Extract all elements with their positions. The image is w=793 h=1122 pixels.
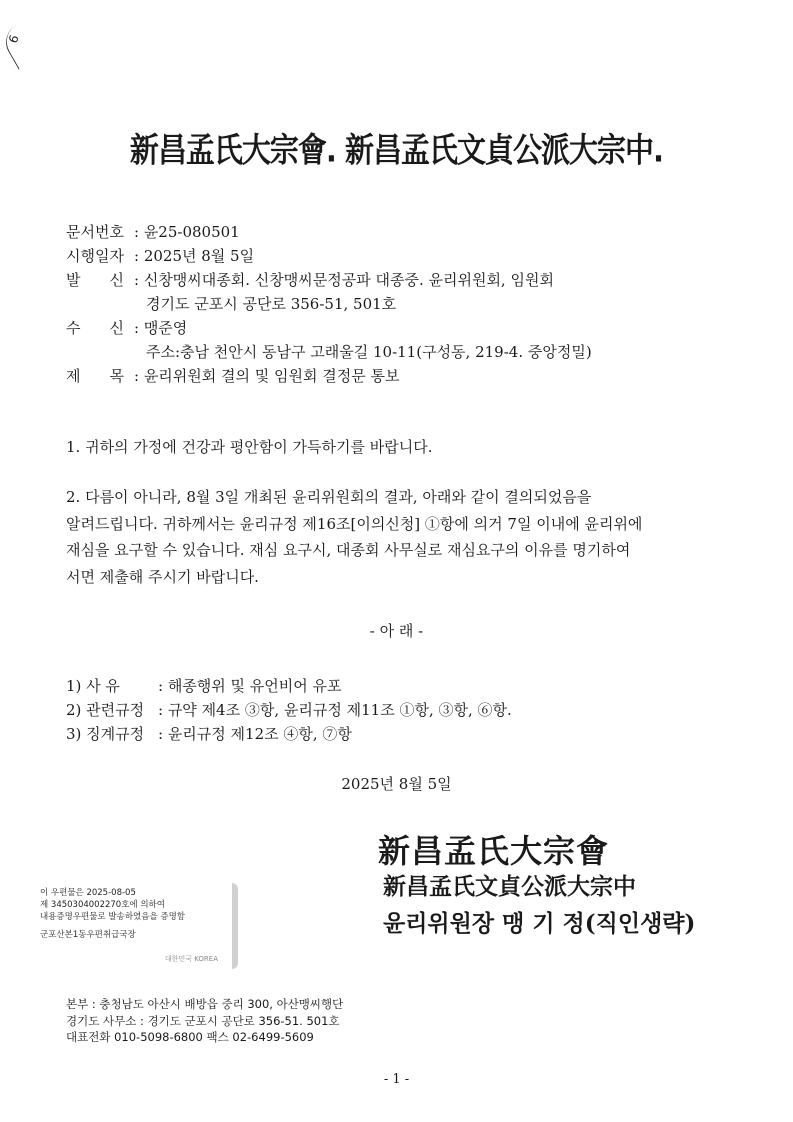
footer bbox=[66, 996, 343, 1046]
sender-value: : 신창맹씨대종회. 신창맹씨문정공파 대종중. 윤리위원회, 임원회 bbox=[134, 271, 554, 289]
date-value: : 2025년 8월 5일 bbox=[134, 247, 255, 265]
item-value: : 해종행위 및 유언비어 유포 bbox=[158, 677, 342, 695]
stamp-line: 내용증명우편물로 발송하였음을 증명함 bbox=[40, 912, 185, 922]
paragraph-2-line: 2. 다름이 아니라, 8월 3일 개최된 윤리위원회의 결과, 아래와 같이 결의되었음을 bbox=[66, 488, 592, 506]
date-label: 시행일자 bbox=[66, 247, 124, 265]
stamp-line: 군포산본1동우편취급국장 bbox=[40, 930, 136, 940]
corner-handwritten-mark bbox=[0, 14, 54, 69]
seal-line-1: 新昌孟氏大宗會 bbox=[378, 832, 610, 870]
item-label: 3) 징계규정 bbox=[66, 725, 145, 743]
korea-post-logo: 대한민국 KOREA bbox=[164, 955, 218, 963]
page-number: - 1 - bbox=[383, 1072, 410, 1087]
item-row bbox=[66, 699, 512, 720]
item-row bbox=[66, 675, 342, 696]
sender-row bbox=[66, 270, 554, 290]
item-label: 1) 사 유 bbox=[66, 677, 120, 695]
paragraph-2 bbox=[66, 484, 642, 590]
footer-headquarters: 본부 : 충청남도 아산시 배방읍 중리 300, 아산맹씨행단 bbox=[66, 997, 344, 1011]
paragraph-2-line: 재심을 요구할 수 있습니다. 재심 요구시, 대종회 사무실로 재심요구의 이유를 명기하여 bbox=[66, 541, 631, 559]
seal-line-2: 新昌孟氏文貞公派大宗中 bbox=[383, 873, 636, 900]
paragraph-2-line: 알려드립니다. 귀하께서는 윤리규정 제16조[이의신청] ①항에 의거 7일 이내에 윤리위에 bbox=[66, 514, 643, 533]
subject-label: 제 목 bbox=[66, 367, 124, 385]
subject-row bbox=[66, 366, 400, 386]
below-heading: - 아 래 - bbox=[369, 622, 424, 640]
sender-label: 발 신 bbox=[66, 271, 124, 289]
stamp-line: 제 345030400227​0호에 의하여 bbox=[40, 900, 165, 910]
item-value: : 규약 제4조 ③항, 윤리규정 제11조 ①항, ③항, ⑥항. bbox=[158, 701, 512, 719]
footer-office: 경기도 사무소 : 경기도 군포시 공단로 356-51. 501호 bbox=[66, 1013, 340, 1028]
seal-line-3: 윤리위원장 맹 기 정(직인생략) bbox=[383, 910, 696, 937]
doc-number-label: 문서번호 bbox=[66, 223, 124, 241]
corner-number: 6 bbox=[5, 33, 22, 45]
paragraph-1: 1. 귀하의 가정에 건강과 평안함이 가득하기를 바랍니다. bbox=[66, 438, 433, 456]
item-label: 2) 관련규정 bbox=[66, 701, 145, 719]
recipient-label: 수 신 bbox=[66, 319, 124, 337]
stamp-line: 이 우편물은 2025-08-05 bbox=[40, 888, 136, 898]
recipient-row bbox=[66, 318, 187, 338]
document-title: 新昌孟氏大宗會. 新昌孟氏文貞公派大宗中. bbox=[129, 130, 664, 170]
doc-number-row bbox=[66, 222, 240, 242]
item-row bbox=[66, 723, 352, 744]
issue-date: 2025년 8월 5일 bbox=[341, 775, 452, 793]
doc-number-value: : 윤25-080501 bbox=[134, 223, 240, 241]
item-value: : 윤리규정 제12조 ④항, ⑦항 bbox=[158, 725, 352, 743]
paragraph-2-line: 서면 제출해 주시기 바랍니다. bbox=[66, 567, 259, 586]
postal-certification-stamp bbox=[32, 883, 238, 969]
recipient-value: : 맹준영 bbox=[134, 319, 188, 337]
recipient-address: 주소:충남 천안시 동남구 고래울길 10-11(구성동, 219-4. 중앙정밀) bbox=[146, 343, 592, 361]
sender-address: 경기도 군포시 공단로 356-51, 501호 bbox=[146, 295, 397, 313]
date-row bbox=[66, 246, 254, 266]
subject-value: : 윤리위원회 결의 및 임원회 결정문 통보 bbox=[134, 367, 400, 385]
footer-contact: 대표전화 010-5098-6800 팩스 02-6499-5609 bbox=[66, 1030, 314, 1044]
